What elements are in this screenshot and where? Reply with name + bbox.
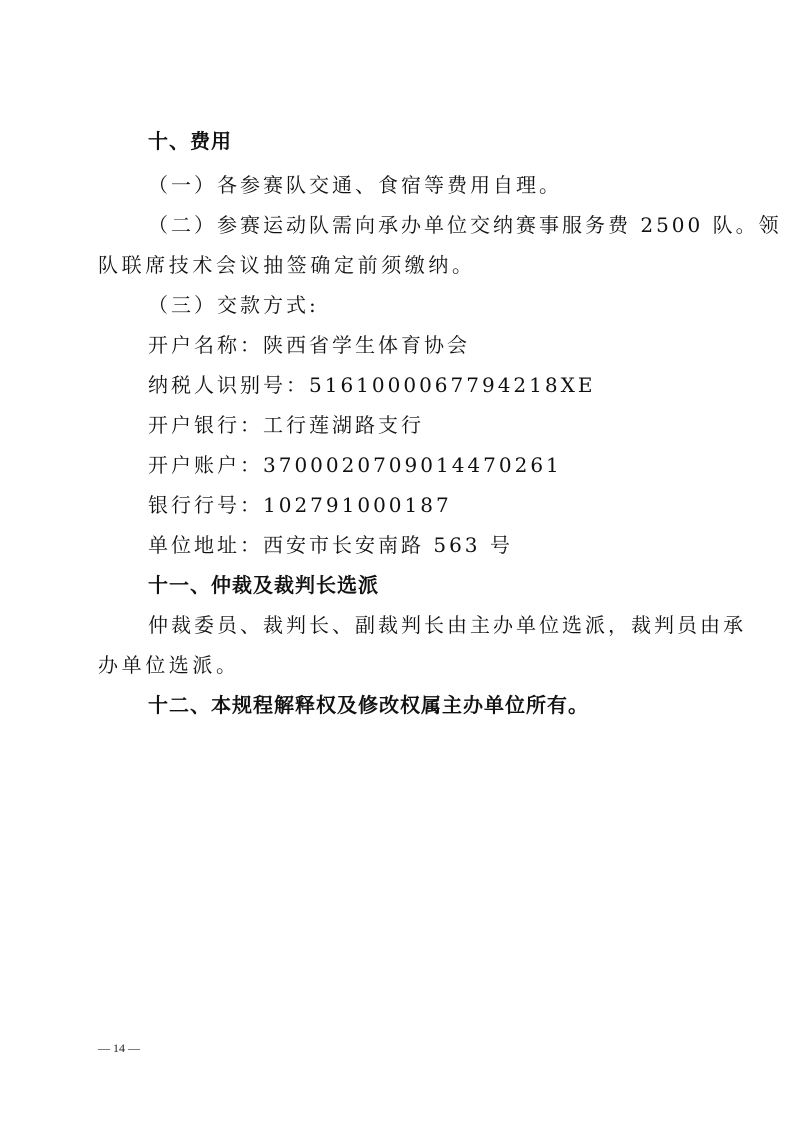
- section-eleven-body-line-1: 仲裁委员、裁判长、副裁判长由主办单位选派，裁判员由承: [148, 613, 746, 637]
- section-eleven-body-line-2: 办单位选派。: [98, 653, 240, 677]
- section-ten-item-2-line-2: 队联席技术会议抽签确定前须缴纳。: [98, 253, 476, 277]
- address-line: 单位地址：西安市长安南路 563 号: [148, 533, 513, 557]
- account-name-line: 开户名称：陕西省学生体育协会: [148, 333, 470, 357]
- bank-code-line: 银行行号：102791000187: [148, 493, 452, 517]
- section-ten-heading: 十、费用: [148, 129, 232, 153]
- section-ten-item-3: （三）交款方式:: [148, 293, 319, 317]
- tax-id-line: 纳税人识别号：5161000067794218XE: [148, 373, 596, 397]
- account-number-line: 开户账户：3700020709014470261: [148, 453, 562, 477]
- section-eleven-heading: 十一、仲裁及裁判长选派: [148, 573, 379, 597]
- section-ten-item-1: （一）各参赛队交通、食宿等费用自理。: [148, 173, 562, 197]
- page-number: — 14 —: [98, 1041, 140, 1055]
- section-twelve-heading: 十二、本规程解释权及修改权属主办单位所有。: [148, 693, 589, 717]
- bank-line: 开户银行：工行莲湖路支行: [148, 413, 424, 437]
- section-ten-item-2-line-1: （二）参赛运动队需向承办单位交纳赛事服务费 2500 队。领: [148, 213, 782, 237]
